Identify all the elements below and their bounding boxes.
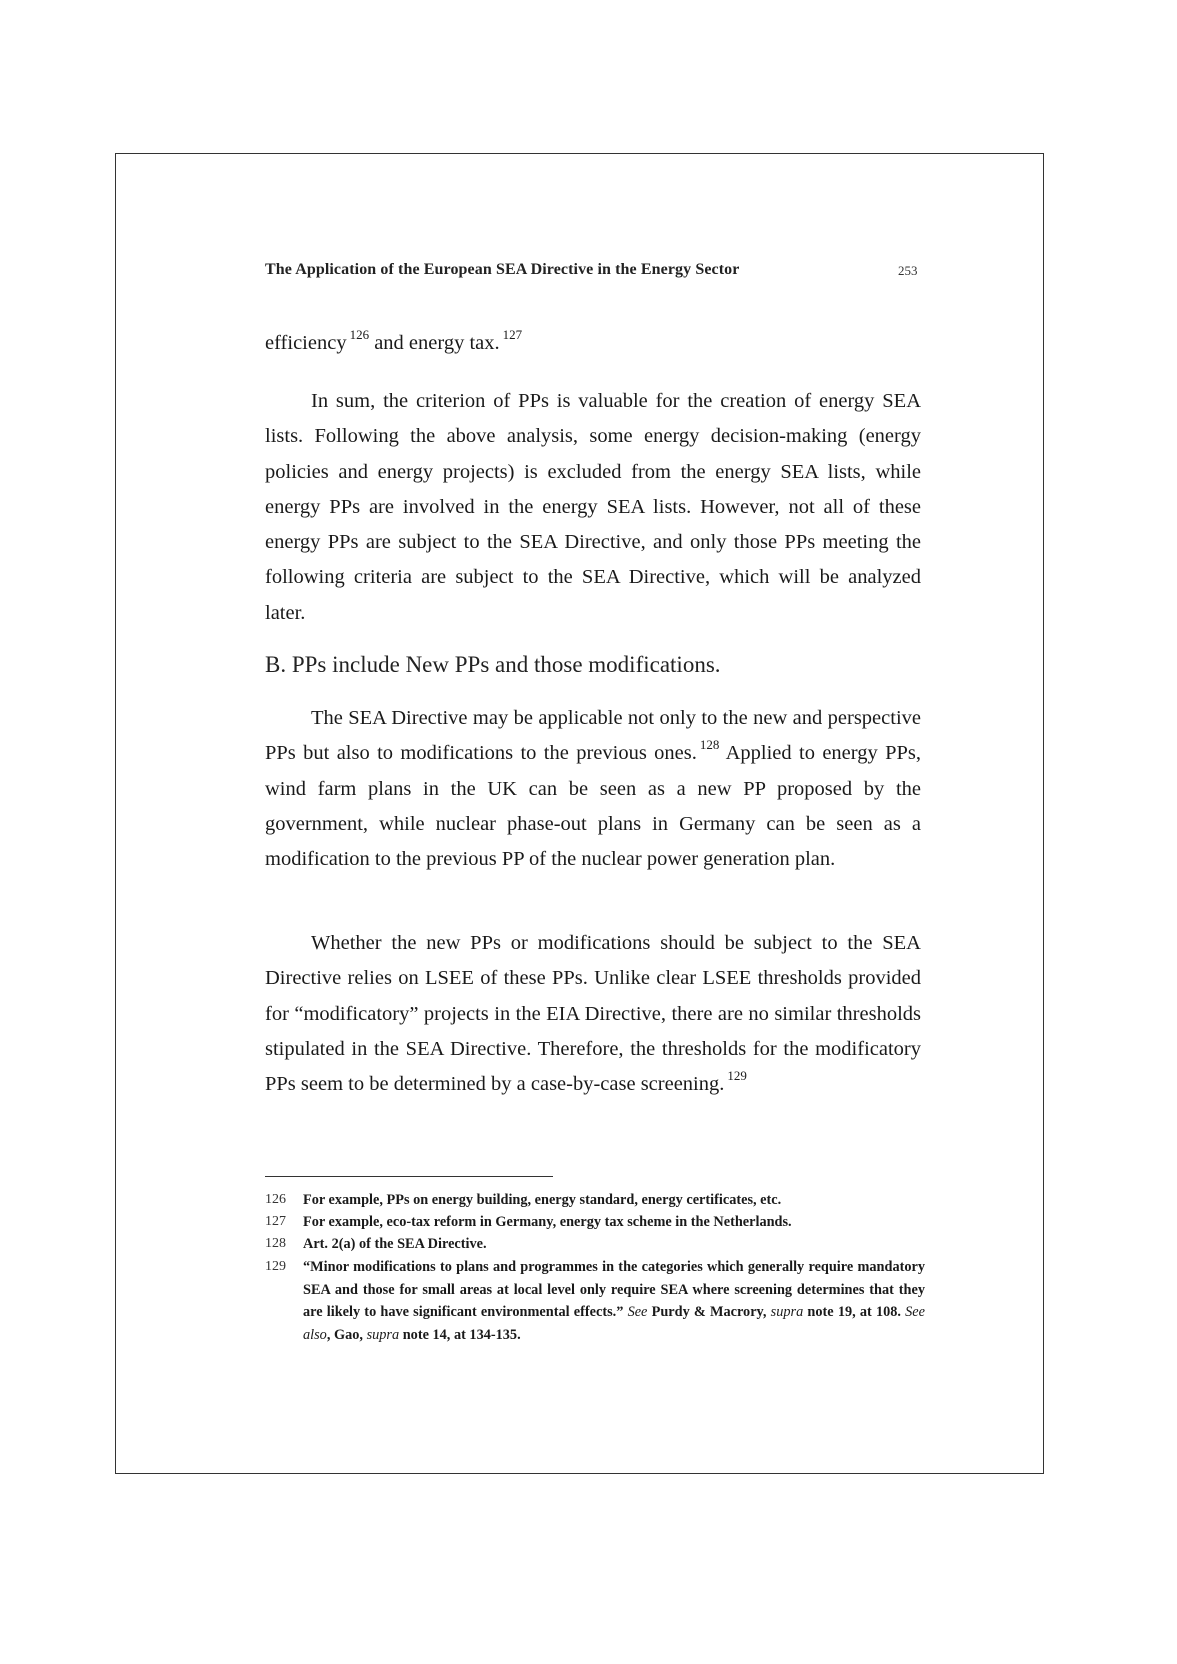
footnote-number: 128 bbox=[265, 1236, 286, 1251]
footnote-ref-128[interactable]: 128 bbox=[699, 737, 720, 753]
footnote-ref-129[interactable]: 129 bbox=[727, 1068, 747, 1084]
signal-supra: supra bbox=[366, 1326, 400, 1343]
footnote-separator bbox=[265, 1176, 553, 1177]
paragraph-continuation bbox=[265, 326, 921, 361]
footnote-127 bbox=[265, 1211, 925, 1234]
text: efficiency bbox=[265, 332, 347, 354]
text: “Minor modifications to plans and programmes in the categories which generally require mandatory SEA and those for small areas at local level only require SEA where screening determines that they are likely to have significant environmental effects.” bbox=[303, 1259, 925, 1321]
footnote-text bbox=[303, 1256, 925, 1346]
text: Applied to energy PPs, wind farm plans in the UK can be seen as a new PP proposed by the government, while nuclear phase-out plans in Germany can be seen as a modification to the previous PP of the nuclear power generation plan. bbox=[265, 742, 921, 871]
signal-supra: supra bbox=[770, 1304, 804, 1321]
running-header-title: The Application of the European SEA Directive in the Energy Sector bbox=[265, 261, 740, 278]
footnote-126 bbox=[265, 1189, 925, 1212]
paragraph-sea-directive bbox=[265, 701, 921, 877]
text: note 14, at 134-135. bbox=[399, 1326, 521, 1343]
text: , Gao, bbox=[326, 1326, 367, 1343]
signal-see-also: See also bbox=[303, 1304, 925, 1343]
text: The SEA Directive may be applicable not only to the new and perspective PPs but also to modifications to the previous ones. bbox=[265, 707, 921, 765]
paragraph-text: In sum, the criterion of PPs is valuable for the creation of energy SEA lists. Following the above analysis, some energy decision-making (energy policies and energy projects) is excluded from the energy SEA lists, while energy PPs are involved in the energy SEA lists. However, not all of these energy PPs are subject to the SEA Directive, and only those PPs meeting the following criteria are subject to the SEA Directive, which will be analyzed later. bbox=[265, 390, 921, 624]
footnote-number: 127 bbox=[265, 1214, 286, 1229]
footnote-ref-127[interactable]: 127 bbox=[502, 327, 523, 342]
footnote-129 bbox=[265, 1256, 925, 1346]
footnote-128 bbox=[265, 1233, 925, 1256]
footnote-text: Art. 2(a) of the SEA Directive. bbox=[303, 1236, 487, 1252]
footnote-text: For example, eco-tax reform in Germany, energy tax scheme in the Netherlands. bbox=[303, 1214, 792, 1230]
paragraph-in-sum bbox=[265, 384, 921, 631]
section-heading: B. PPs include New PPs and those modifications. bbox=[265, 652, 721, 677]
text: Purdy & Macrory, bbox=[647, 1304, 771, 1321]
text: Whether the new PPs or modifications should be subject to the SEA Directive relies on LSEE of these PPs. Unlike clear LSEE thresholds provided for “modificatory” projects in the EIA Directive, there are no similar thresholds stipulated in the SEA Directive. Therefore, the thresholds for the modificatory PPs seem to be determined by a case-by-case screening. bbox=[265, 932, 921, 1096]
page-number: 253 bbox=[898, 263, 918, 278]
footnote-number: 126 bbox=[265, 1192, 286, 1207]
footnote-text: For example, PPs on energy building, energy standard, energy certificates, etc. bbox=[303, 1192, 782, 1208]
signal-see: See bbox=[627, 1304, 648, 1321]
footnote-number: 129 bbox=[265, 1259, 286, 1274]
text: and energy tax. bbox=[369, 332, 500, 354]
text: note 19, at 108. bbox=[803, 1304, 906, 1321]
paragraph-whether bbox=[265, 926, 921, 1102]
footnote-ref-126[interactable]: 126 bbox=[349, 327, 370, 342]
